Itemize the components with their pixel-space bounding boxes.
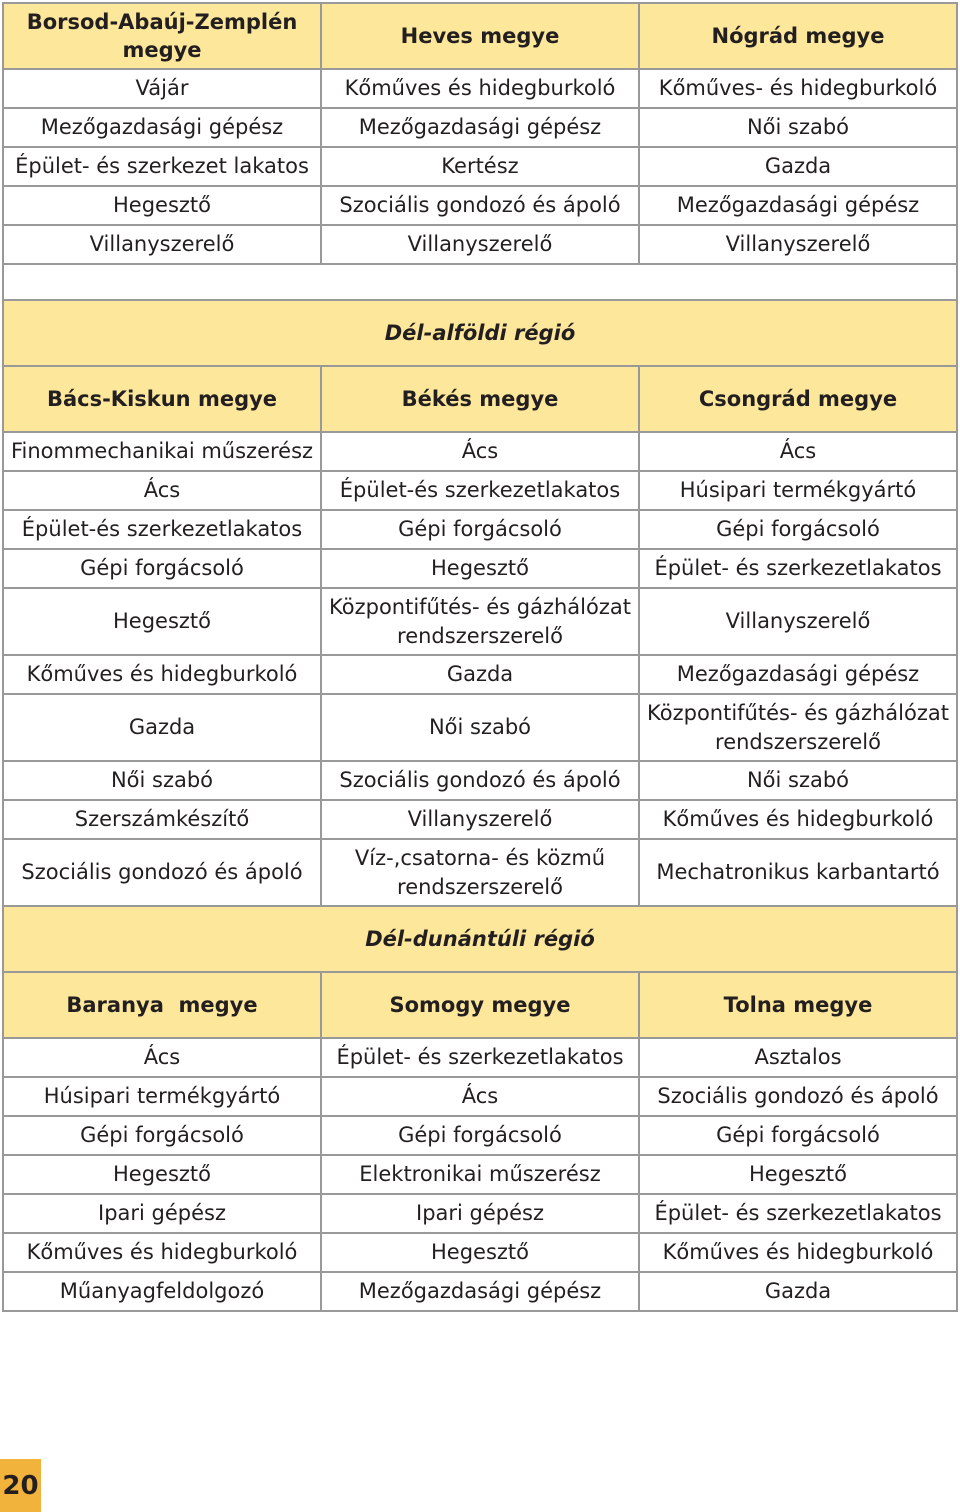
county-header: Békés megye: [321, 366, 639, 432]
table-row: [3, 588, 957, 655]
table-cell: Hegesztő: [3, 588, 321, 655]
table-row: [3, 1155, 957, 1194]
county-header: Borsod-Abaúj-Zemplén megye: [3, 3, 321, 69]
table-cell: Hegesztő: [639, 1155, 957, 1194]
region-title-row: [3, 906, 957, 972]
table-row: [3, 761, 957, 800]
table-row: [3, 510, 957, 549]
table-cell: Épület- és szerkezet lakatos: [3, 147, 321, 186]
table-row: [3, 471, 957, 510]
spacer-cell: [3, 264, 957, 300]
table-cell: Gazda: [639, 147, 957, 186]
table-cell: Női szabó: [639, 761, 957, 800]
table-cell: Szociális gondozó és ápoló: [321, 186, 639, 225]
table-cell: Ipari gépész: [321, 1194, 639, 1233]
table-cell: Ács: [639, 432, 957, 471]
table-row: [3, 694, 957, 761]
table-cell: Szociális gondozó és ápoló: [639, 1077, 957, 1116]
table-cell: Kőműves és hidegburkoló: [321, 69, 639, 108]
table-cell: Villanyszerelő: [321, 800, 639, 839]
table-cell: Ács: [3, 471, 321, 510]
table-cell: Szociális gondozó és ápoló: [3, 839, 321, 906]
table-cell: Víz-,csatorna- és közmű rendszerszerelő: [321, 839, 639, 906]
region-title: Dél-dunántúli régió: [3, 906, 957, 972]
table-cell: Kőműves és hidegburkoló: [3, 1233, 321, 1272]
table-cell: Ács: [3, 1038, 321, 1077]
table-row: [3, 655, 957, 694]
table-row: [3, 1272, 957, 1311]
table-cell: Asztalos: [639, 1038, 957, 1077]
county-header-row: [3, 3, 957, 69]
table-cell: Hegesztő: [321, 549, 639, 588]
table-row: [3, 225, 957, 264]
table-cell: Mechatronikus karbantartó: [639, 839, 957, 906]
table-cell: Kőműves és hidegburkoló: [3, 655, 321, 694]
table-cell: Ács: [321, 432, 639, 471]
table-cell: Gépi forgácsoló: [3, 1116, 321, 1155]
table-row: [3, 69, 957, 108]
table-cell: Gazda: [321, 655, 639, 694]
table-cell: Gazda: [3, 694, 321, 761]
county-header: Csongrád megye: [639, 366, 957, 432]
table-cell: Női szabó: [3, 761, 321, 800]
county-header: Somogy megye: [321, 972, 639, 1038]
county-header: Heves megye: [321, 3, 639, 69]
table-cell: Gazda: [639, 1272, 957, 1311]
table-row: [3, 1077, 957, 1116]
table-cell: Központifűtés- és gázhálózat rendszerszerelő: [639, 694, 957, 761]
table-cell: Mezőgazdasági gépész: [321, 108, 639, 147]
table-cell: Épület- és szerkezetlakatos: [639, 549, 957, 588]
table-cell: Villanyszerelő: [639, 225, 957, 264]
table-cell: Mezőgazdasági gépész: [3, 108, 321, 147]
table-row: [3, 432, 957, 471]
table-cell: Villanyszerelő: [639, 588, 957, 655]
table-row: [3, 839, 957, 906]
table-cell: Ács: [321, 1077, 639, 1116]
table-cell: Húsipari termékgyártó: [639, 471, 957, 510]
table-cell: Gépi forgácsoló: [639, 510, 957, 549]
table-cell: Gépi forgácsoló: [639, 1116, 957, 1155]
table-cell: Gépi forgácsoló: [321, 1116, 639, 1155]
table-cell: Hegesztő: [3, 186, 321, 225]
table-cell: Kőműves- és hidegburkoló: [639, 69, 957, 108]
table-cell: Hegesztő: [3, 1155, 321, 1194]
table-cell: Épület-és szerkezetlakatos: [3, 510, 321, 549]
table-cell: Műanyagfeldolgozó: [3, 1272, 321, 1311]
table-cell: Mezőgazdasági gépész: [639, 655, 957, 694]
table-cell: Női szabó: [321, 694, 639, 761]
table-row: [3, 1116, 957, 1155]
table-cell: Finommechanikai műszerész: [3, 432, 321, 471]
table-cell: Hegesztő: [321, 1233, 639, 1272]
table-cell: Kőműves és hidegburkoló: [639, 800, 957, 839]
table-cell: Villanyszerelő: [321, 225, 639, 264]
table-cell: Ipari gépész: [3, 1194, 321, 1233]
table-row: [3, 1194, 957, 1233]
region-title-row: [3, 300, 957, 366]
trades-table: [2, 2, 958, 1312]
table-cell: Villanyszerelő: [3, 225, 321, 264]
table-cell: Épület- és szerkezetlakatos: [639, 1194, 957, 1233]
table-cell: Vájár: [3, 69, 321, 108]
table-cell: Kőműves és hidegburkoló: [639, 1233, 957, 1272]
table-cell: Női szabó: [639, 108, 957, 147]
page-number-badge: [0, 1459, 41, 1512]
county-header: Bács-Kiskun megye: [3, 366, 321, 432]
region-title: Dél-alföldi régió: [3, 300, 957, 366]
table-cell: Kertész: [321, 147, 639, 186]
table-cell: Szerszámkészítő: [3, 800, 321, 839]
job-list-page: [2, 2, 956, 1312]
table-row: [3, 1233, 957, 1272]
spacer-row: [3, 264, 957, 300]
county-header-row: [3, 366, 957, 432]
county-header: Tolna megye: [639, 972, 957, 1038]
table-cell: Gépi forgácsoló: [321, 510, 639, 549]
county-header: Nógrád megye: [639, 3, 957, 69]
table-cell: Elektronikai műszerész: [321, 1155, 639, 1194]
table-row: [3, 1038, 957, 1077]
table-cell: Húsipari termékgyártó: [3, 1077, 321, 1116]
table-cell: Mezőgazdasági gépész: [639, 186, 957, 225]
table-cell: Épület-és szerkezetlakatos: [321, 471, 639, 510]
table-cell: Gépi forgácsoló: [3, 549, 321, 588]
table-cell: Épület- és szerkezetlakatos: [321, 1038, 639, 1077]
county-header: Baranya megye: [3, 972, 321, 1038]
table-row: [3, 108, 957, 147]
table-cell: Szociális gondozó és ápoló: [321, 761, 639, 800]
table-row: [3, 800, 957, 839]
table-row: [3, 186, 957, 225]
county-header-row: [3, 972, 957, 1038]
table-cell: Mezőgazdasági gépész: [321, 1272, 639, 1311]
table-row: [3, 147, 957, 186]
table-cell: Központifűtés- és gázhálózat rendszerszerelő: [321, 588, 639, 655]
page-number: 20: [2, 1470, 39, 1501]
table-row: [3, 549, 957, 588]
